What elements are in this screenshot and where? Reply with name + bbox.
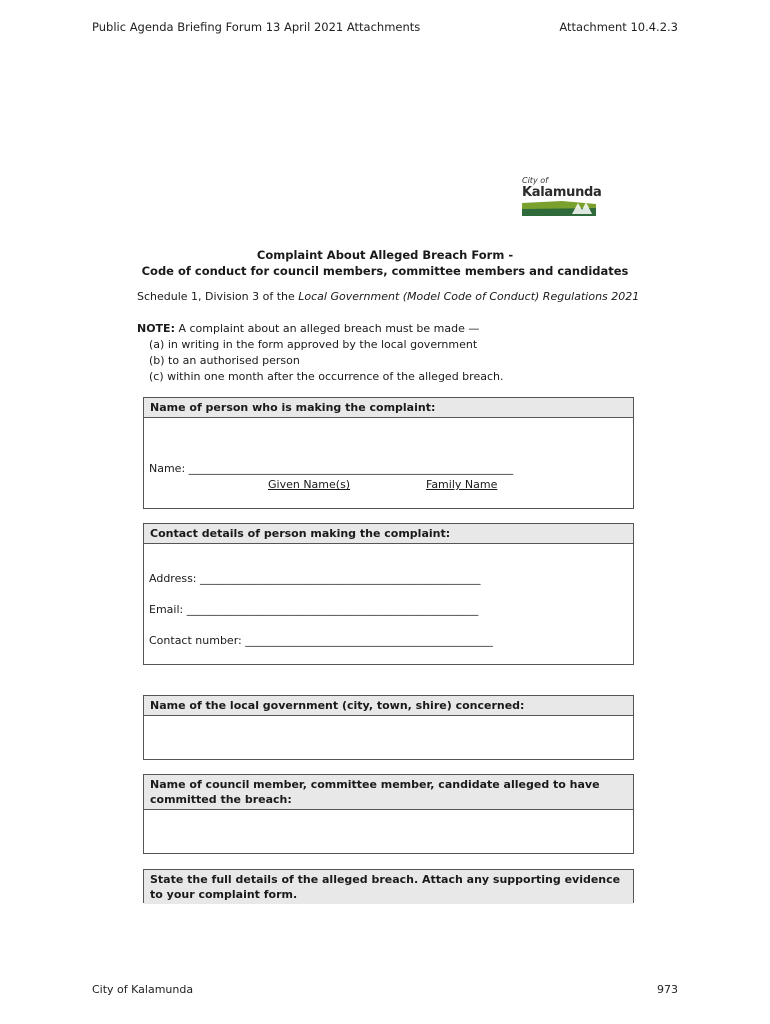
email-field[interactable]: Email: _____________________________________________________ <box>149 603 479 616</box>
details-section <box>143 869 634 903</box>
note-label: NOTE: <box>137 322 175 335</box>
complainant-header: Name of person who is making the complaint: <box>144 398 633 418</box>
contact-header: Contact details of person making the complaint: <box>144 524 633 544</box>
city-logo <box>522 176 602 216</box>
footer-left: City of Kalamunda <box>92 983 194 996</box>
form-title: Complaint About Alleged Breach Form - <box>256 248 514 262</box>
note-block <box>137 321 503 385</box>
header-left: Public Agenda Briefing Forum 13 April 2021 Attachments <box>92 20 421 34</box>
note-text: A complaint about an alleged breach must be made — <box>174 322 480 335</box>
government-header: Name of the local government (city, town, shire) concerned: <box>144 696 633 716</box>
schedule-reference <box>137 290 639 303</box>
regulation-name: Local Government (Model Code of Conduct) Regulations 2021 <box>298 290 640 303</box>
header-right: Attachment 10.4.2.3 <box>559 20 678 34</box>
member-input-area[interactable] <box>144 810 633 852</box>
family-name-label: Family Name <box>426 478 498 491</box>
address-field[interactable]: Address: ___________________________________________________ <box>149 572 481 585</box>
page-number: 973 <box>657 983 678 996</box>
note-item-a: (a) in writing in the form approved by the local government <box>149 338 478 351</box>
member-header: Name of council member, committee member, candidate alleged to have committed the breach: <box>144 775 633 810</box>
contact-section <box>143 523 634 665</box>
logo-line1: City of <box>522 176 548 185</box>
form-subtitle: Code of conduct for council members, committee members and candidates <box>141 264 629 278</box>
note-item-c: (c) within one month after the occurrence of the alleged breach. <box>149 370 504 383</box>
government-section <box>143 695 634 760</box>
schedule-prefix: Schedule 1, Division 3 of the <box>137 290 299 303</box>
given-name-label: Given Name(s) <box>268 478 351 491</box>
hills-logo-icon <box>522 200 596 216</box>
government-input-area[interactable] <box>144 716 633 760</box>
note-item-b: (b) to an authorised person <box>149 354 300 367</box>
complainant-section <box>143 397 634 509</box>
logo-line2: Kalamunda <box>522 185 602 200</box>
name-field[interactable]: Name: ___________________________________________________________ <box>149 462 514 475</box>
contact-number-field[interactable]: Contact number: _____________________________________________ <box>149 634 493 647</box>
member-section <box>143 774 634 854</box>
details-header: State the full details of the alleged breach. Attach any supporting evidence to your complaint form. <box>144 870 633 904</box>
